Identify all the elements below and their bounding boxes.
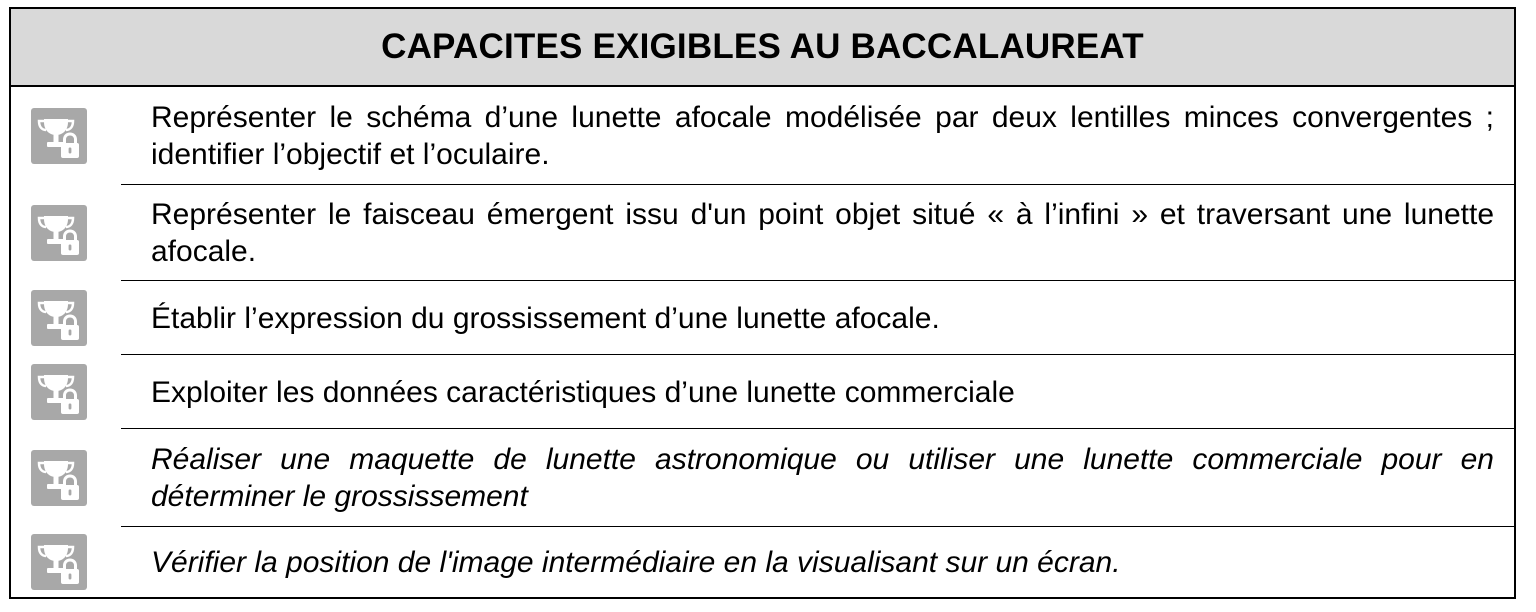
table-row (11, 185, 1514, 281)
icon-cell (11, 355, 121, 429)
table-row (11, 429, 1514, 527)
table-title: CAPACITES EXIGIBLES AU BACCALAUREAT (381, 27, 1144, 66)
table-row (11, 527, 1514, 597)
capacity-text: Exploiter les données caractéristiques d’une lunette commerciale (151, 375, 1015, 409)
icon-cell (11, 87, 121, 185)
icon-cell (11, 281, 121, 355)
table-row (11, 355, 1514, 429)
capacity-text: Représenter le schéma d’une lunette afocale modélisée par deux lentilles minces convergentes ; identifier l’objectif et l’oculaire. (151, 101, 1494, 171)
trophy-lock-icon (31, 290, 87, 346)
capacity-text: Vérifier la position de l'image intermédiaire en la visualisant sur un écran. (151, 545, 1121, 579)
capacities-table (9, 7, 1516, 599)
capacity-text: Réaliser une maquette de lunette astronomique ou utiliser une lunette commerciale pour en déterminer le grossissement (151, 443, 1494, 513)
table-header (11, 9, 1514, 87)
trophy-lock-icon (31, 450, 87, 506)
icon-cell (11, 429, 121, 527)
trophy-lock-icon (31, 534, 87, 590)
capacity-text: Représenter le faisceau émergent issu d'un point objet situé « à l’infini » et traversant une lunette afocale. (151, 198, 1494, 268)
table-row (11, 281, 1514, 355)
trophy-lock-icon (31, 205, 87, 261)
icon-cell (11, 185, 121, 281)
trophy-lock-icon (31, 108, 87, 164)
icon-cell (11, 527, 121, 597)
capacity-text: Établir l’expression du grossissement d’une lunette afocale. (151, 301, 940, 335)
table-row (11, 87, 1514, 185)
trophy-lock-icon (31, 364, 87, 420)
